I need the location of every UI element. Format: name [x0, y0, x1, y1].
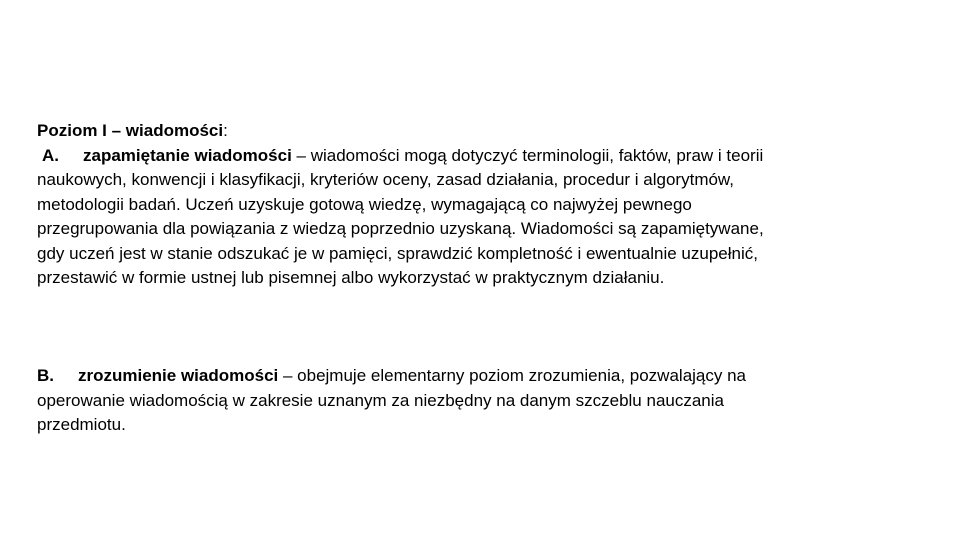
section-a-line-0: – wiadomości mogą dotyczyć terminologii, faktów, praw i teorii: [291, 145, 764, 165]
level-title: Poziom I – wiadomości: [37, 121, 224, 140]
section-a-first-line: [37, 144, 917, 169]
level-colon: :: [223, 121, 228, 140]
section-a-text: [37, 119, 917, 291]
section-a-letter: A.: [42, 145, 59, 165]
section-a-line-1: naukowych, konwencji i klasyfikacji, kryteriów oceny, zasad działania, procedur i algorytmów,: [37, 170, 734, 189]
section-b-line-2: przedmiotu.: [37, 415, 126, 434]
section-a-line-4: gdy uczeń jest w stanie odszukać je w pamięci, sprawdzić kompletność i ewentualnie uzupełnić,: [37, 243, 758, 263]
section-b-line-1: operowanie wiadomością w zakresie uznanym za niezbędny na danym szczeblu nauczania: [37, 390, 724, 410]
level-heading-line: [37, 119, 917, 144]
section-b-line-0: – obejmuje elementarny poziom zrozumienia, pozwalający na: [278, 366, 747, 385]
section-a-line-5: przestawić w formie ustnej lub pisemnej albo wykorzystać w praktycznym działaniu.: [37, 268, 665, 287]
section-b-text: [37, 364, 917, 438]
section-a-term: zapamiętanie wiadomości: [83, 145, 292, 165]
section-b-letter: B.: [37, 366, 54, 385]
section-b-term: zrozumienie wiadomości: [78, 366, 279, 385]
section-a-line-2: metodologii badań. Uczeń uzyskuje gotową wiedzę, wymagającą co najwyżej pewnego: [37, 194, 692, 214]
section-b-first-line: [37, 364, 917, 389]
section-a-line-3: przegrupowania dla powiązania z wiedzą poprzednio uzyskaną. Wiadomości są zapamiętywane,: [37, 219, 764, 238]
